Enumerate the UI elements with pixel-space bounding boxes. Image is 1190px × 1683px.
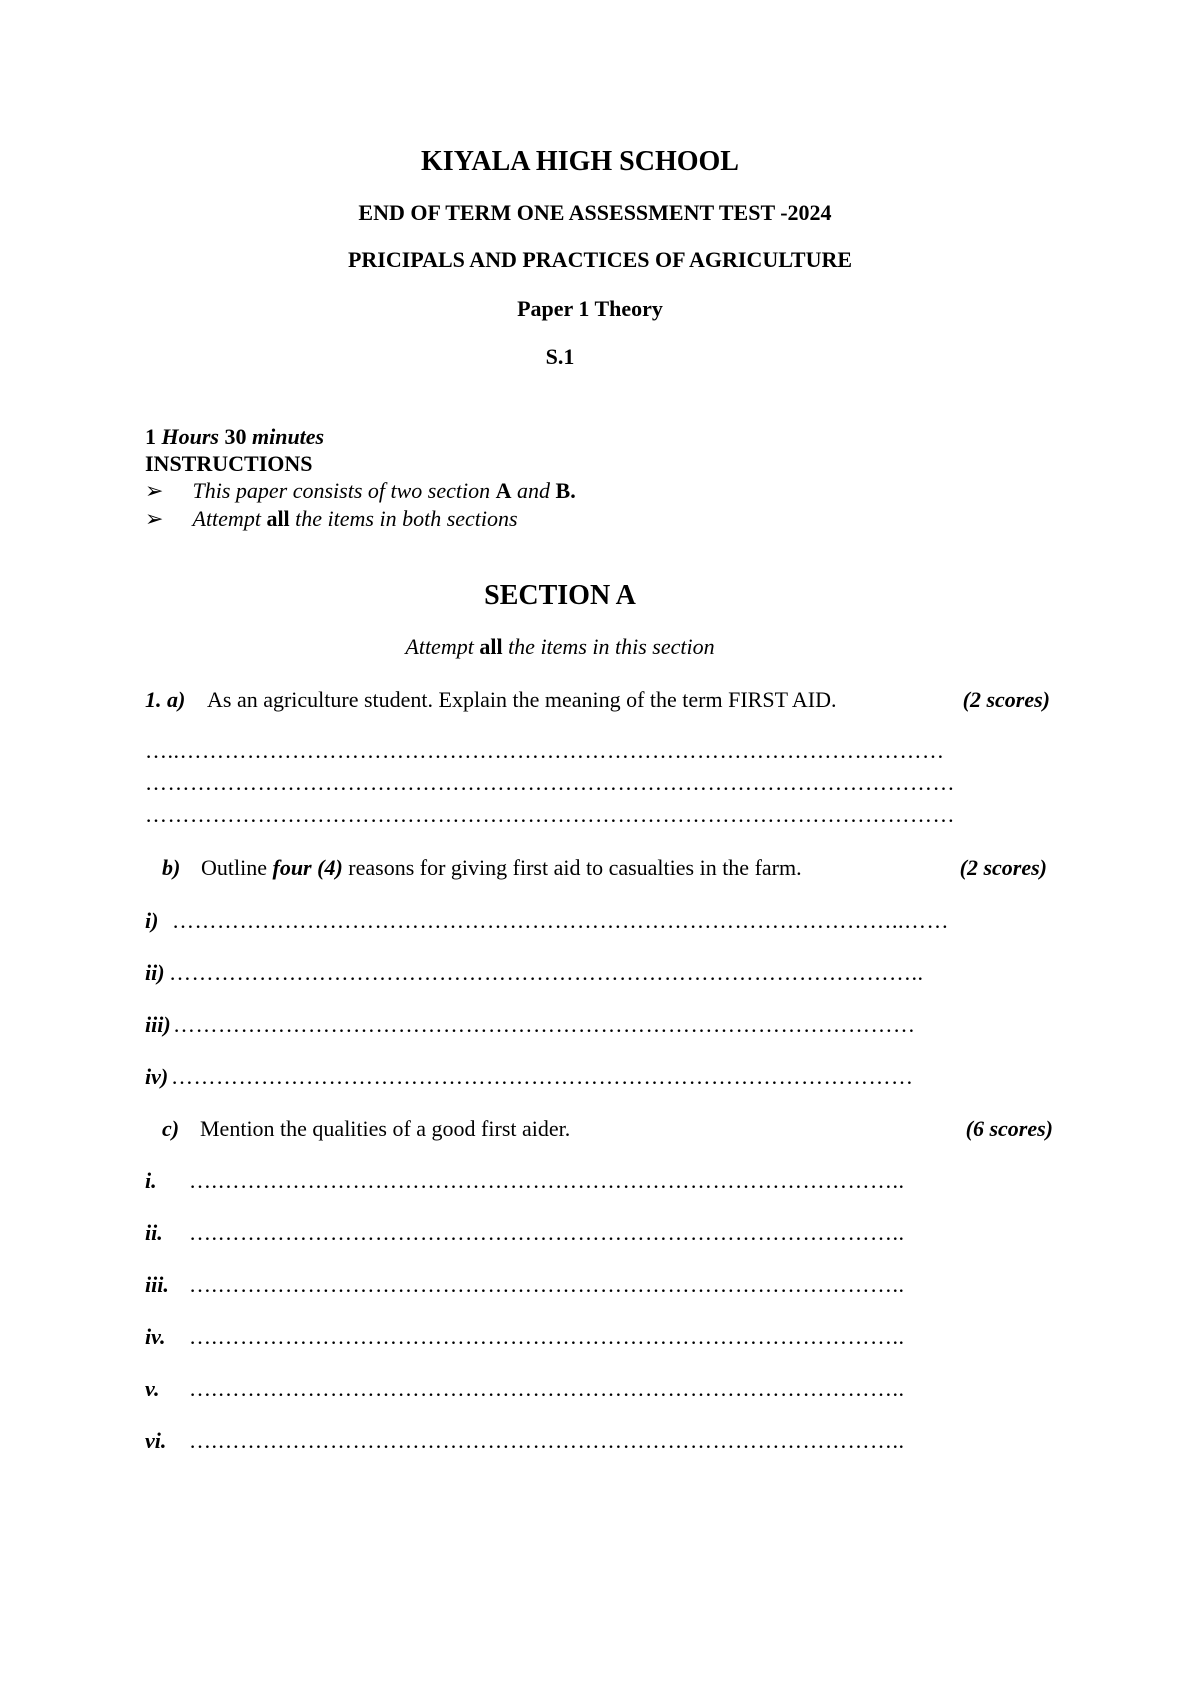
item-label: i. — [145, 1168, 157, 1193]
item-label: vi. — [145, 1428, 167, 1453]
item-label: ii) — [145, 960, 165, 985]
answer-line[interactable]: ……………………………………………………………………………………… — [171, 1064, 914, 1089]
answer-line[interactable]: ….……………………………………………………………………………….. — [189, 1428, 905, 1453]
duration — [145, 424, 324, 450]
item-label: iv) — [145, 1064, 169, 1089]
question-text: As an agriculture student. Explain the meaning of the term FIRST AID. — [207, 687, 837, 712]
answer-line[interactable]: ……………………………………………………………………………………..…… — [172, 908, 949, 933]
class-label: S.1 — [545, 344, 575, 369]
item-label: v. — [145, 1376, 160, 1401]
duration-hours-num: 1 — [145, 424, 156, 449]
answer-line[interactable]: ….……………………………………………………………………………….. — [189, 1324, 905, 1349]
duration-minutes-num: 30 — [224, 424, 247, 449]
arrow-bullet-icon: ➢ — [145, 478, 164, 503]
answer-line[interactable]: …..………………………………………………………………………………………… — [145, 738, 945, 763]
item-label: ii. — [145, 1220, 163, 1245]
instruction-item-2: ➢ Attempt all the items in both sections — [145, 506, 518, 531]
answer-line[interactable]: ….……………………………………………………………………………….. — [189, 1168, 905, 1193]
question-text: Outline four (4) reasons for giving first aid to casualties in the farm. — [201, 855, 802, 880]
instructions-title: INSTRUCTIONS — [145, 451, 313, 476]
question-number: c) — [162, 1116, 180, 1141]
question-number: b) — [162, 855, 181, 880]
item-label: i) — [145, 908, 159, 933]
arrow-bullet-icon: ➢ — [145, 506, 164, 531]
exam-title: END OF TERM ONE ASSESSMENT TEST -2024 — [358, 200, 832, 225]
section-a-note: Attempt all the items in this section — [405, 634, 715, 659]
question-score: (6 scores) — [965, 1116, 1053, 1141]
instruction-item-1: ➢ This paper consists of two section A and B. — [145, 478, 576, 503]
question-score: (2 scores) — [962, 687, 1050, 712]
answer-line[interactable]: ….……………………………………………………………………………….. — [189, 1272, 905, 1297]
answer-line[interactable]: ……………………………………………………………………………………………… — [145, 802, 955, 827]
answer-line[interactable]: ……………………………………………………………………………………………… — [145, 770, 955, 795]
duration-hours-word: Hours — [161, 424, 219, 449]
section-a-title: SECTION A — [484, 580, 636, 611]
subject-title: PRICIPALS AND PRACTICES OF AGRICULTURE — [347, 247, 853, 272]
item-label: iv. — [145, 1324, 166, 1349]
item-label: iii) — [145, 1012, 171, 1037]
duration-minutes-word: minutes — [251, 424, 325, 449]
answer-line[interactable]: ……………………………………………………………………………………….. — [169, 960, 924, 985]
answer-line[interactable]: ….……………………………………………………………………………….. — [189, 1376, 905, 1401]
answer-line[interactable]: ….……………………………………………………………………………….. — [189, 1220, 905, 1245]
school-name: KIYALA HIGH SCHOOL — [421, 146, 739, 177]
question-number: 1. a) — [145, 687, 186, 712]
answer-line[interactable]: ……………………………………………………………………………………… — [173, 1012, 916, 1037]
question-text: Mention the qualities of a good first aider. — [200, 1116, 571, 1141]
item-label: iii. — [145, 1272, 169, 1297]
question-score: (2 scores) — [959, 855, 1047, 880]
paper-title: Paper 1 Theory — [517, 296, 663, 321]
